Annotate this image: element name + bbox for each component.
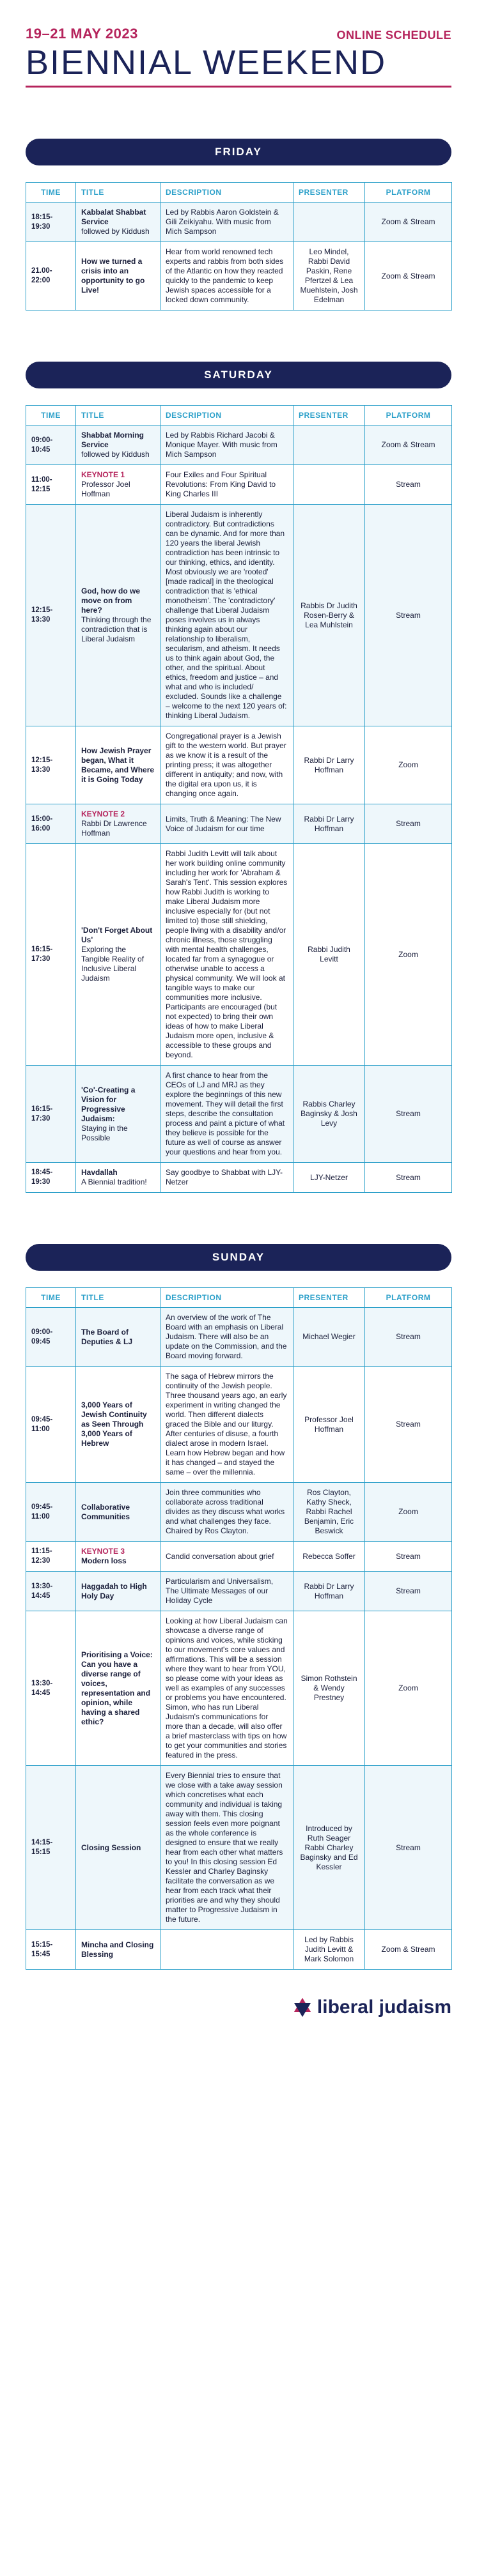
session-title: God, how do we move on from here?	[81, 586, 140, 615]
session-title-cell	[76, 1308, 160, 1367]
session-title: 3,000 Years of Jewish Continuity as Seen Through 3,000 Years of Hebrew	[81, 1400, 147, 1448]
session-presenter	[293, 425, 365, 465]
session-presenter: Rabbis Dr Judith Rosen-Berry & Lea Muhlstein	[293, 505, 365, 726]
session-title: Prioritising a Voice: Can you have a diverse range of voices, representation and opinion, while having a shared ethic?	[81, 1650, 153, 1726]
column-header-presenter: PRESENTER	[293, 1288, 365, 1308]
session-description: Led by Rabbis Aaron Goldstein & Gili Zeikiyahu. With music from Mich Sampson	[160, 203, 293, 242]
session-title: Closing Session	[81, 1843, 141, 1852]
session-presenter: LJY-Netzer	[293, 1163, 365, 1193]
session-platform: Zoom	[365, 726, 452, 804]
session-description: A first chance to hear from the CEOs of LJ and MRJ as they explore the beginnings of this new movement. They will detail the first steps, describe the consultation process and paint a picture of what they believe is possible for the future as well of course as answer your questions and hear from you.	[160, 1066, 293, 1163]
session-time: 18:45-19:30	[26, 1163, 76, 1193]
keynote-label: KEYNOTE 1	[81, 470, 125, 479]
event-dates: 19–21 MAY 2023	[26, 26, 138, 42]
session-title-cell	[76, 242, 160, 310]
session-presenter: Professor Joel Hoffman	[293, 1367, 365, 1483]
session-time: 12:15-13:30	[26, 505, 76, 726]
table-row	[26, 1611, 452, 1766]
session-presenter: Ros Clayton, Kathy Sheck, Rabbi Rachel Benjamin, Eric Beswick	[293, 1483, 365, 1542]
session-subtitle: Professor Joel Hoffman	[81, 480, 130, 498]
session-time: 16:15-17:30	[26, 1066, 76, 1163]
table-row	[26, 1930, 452, 1970]
session-title-cell	[76, 844, 160, 1066]
keynote-label: KEYNOTE 3	[81, 1547, 125, 1556]
header-top-line	[26, 26, 451, 42]
table-row	[26, 1163, 452, 1193]
column-header-time: TIME	[26, 1288, 76, 1308]
day-heading: FRIDAY	[26, 139, 451, 165]
session-description: Join three communities who collaborate across traditional divides as they discuss what works and what challenges they face. Chaired by Ros Clayton.	[160, 1483, 293, 1542]
table-row	[26, 1066, 452, 1163]
session-platform: Stream	[365, 1163, 452, 1193]
column-header-platform: PLATFORM	[365, 183, 452, 203]
session-time: 15:15-15:45	[26, 1930, 76, 1970]
table-header-row	[26, 406, 452, 425]
keynote-label: KEYNOTE 2	[81, 809, 125, 818]
table-row	[26, 1542, 452, 1572]
session-time: 13:30-14:45	[26, 1572, 76, 1611]
session-title-cell	[76, 1766, 160, 1930]
session-description: Every Biennial tries to ensure that we close with a take away session which concretises what each community and individual is taking away with them. This closing session feels even more poignant as the whole conference is designed to ensure that we really hear from each other what matters to you! In this closing session Ed Kessler and Charley Baginsky facilitate the conversation as we hear from each track what their priorities are and why they should matter to Progressive Judaism in the future.	[160, 1766, 293, 1930]
session-platform: Zoom & Stream	[365, 242, 452, 310]
table-header-row	[26, 183, 452, 203]
session-platform: Stream	[365, 804, 452, 844]
session-time: 11:00-12:15	[26, 465, 76, 505]
schedule-table	[26, 182, 452, 310]
session-time: 09:00-09:45	[26, 1308, 76, 1367]
session-title-cell	[76, 1542, 160, 1572]
column-header-platform: PLATFORM	[365, 1288, 452, 1308]
table-row	[26, 1367, 452, 1483]
session-subtitle: Rabbi Dr Lawrence Hoffman	[81, 819, 147, 838]
session-platform: Stream	[365, 1572, 452, 1611]
session-presenter: Rebecca Soffer	[293, 1542, 365, 1572]
session-presenter: Introduced by Ruth Seager Rabbi Charley Baginsky and Ed Kessler	[293, 1766, 365, 1930]
header-divider	[26, 86, 451, 88]
schedule-table	[26, 1287, 452, 1970]
session-platform: Stream	[365, 1066, 452, 1163]
table-row	[26, 1766, 452, 1930]
session-title-cell	[76, 505, 160, 726]
session-title: 'Co'-Creating a Vision for Progressive Judaism:	[81, 1085, 136, 1123]
session-subtitle: followed by Kiddush	[81, 227, 150, 236]
session-subtitle: Staying in the Possible	[81, 1123, 128, 1142]
session-platform: Stream	[365, 465, 452, 505]
session-title: How we turned a crisis into an opportunity to go Live!	[81, 257, 145, 295]
session-subtitle: followed by Kiddush	[81, 450, 150, 459]
column-header-title: TITLE	[76, 406, 160, 425]
day-section-saturday	[26, 362, 451, 1193]
session-description: Congregational prayer is a Jewish gift to the western world. But prayer as we know it is a result of the printing press; it was altogether different in antiquity; and now, with the digital era upon us, it is changing once again.	[160, 726, 293, 804]
session-title-cell	[76, 425, 160, 465]
session-title: 'Don't Forget About Us'	[81, 926, 153, 944]
table-row	[26, 203, 452, 242]
session-presenter	[293, 203, 365, 242]
table-row	[26, 425, 452, 465]
session-title-cell	[76, 1611, 160, 1766]
session-title-cell	[76, 1066, 160, 1163]
column-header-time: TIME	[26, 183, 76, 203]
session-subtitle: Thinking through the contradiction that is Liberal Judaism	[81, 615, 152, 643]
day-section-friday	[26, 139, 451, 310]
schedule-table	[26, 405, 452, 1193]
session-time: 09:00-10:45	[26, 425, 76, 465]
session-time: 13:30-14:45	[26, 1611, 76, 1766]
session-presenter: Rabbi Dr Larry Hoffman	[293, 804, 365, 844]
day-heading: SATURDAY	[26, 362, 451, 388]
day-heading: SUNDAY	[26, 1244, 451, 1271]
session-description: Hear from world renowned tech experts and rabbis from both sides of the Atlantic on how they reacted quickly to the pandemic to keep Jewish spaces accessible for a locked down community.	[160, 242, 293, 310]
session-title-cell	[76, 1163, 160, 1193]
table-row	[26, 844, 452, 1066]
session-description: Candid conversation about grief	[160, 1542, 293, 1572]
session-description: Liberal Judaism is inherently contradictory. But contradictions can be dynamic. And for more than 120 years the liberal Jewish contradiction has been intrinsic to our thinking, ethics, and identity. Most obviously we are 'rooted' [made radical] in the theological contradiction that is 'ethical monotheism'. The 'contradictory' challenge that Liberal Judaism poses involves us in always thinking again about our relationship to liberalism, secularism, and atheism. It needs us to think again about God, the other, and the spiritual. About ethics, freedom and justice – and what and who is included/ excluded. Sounds like a challenge – welcome to the next 120 years of: thinking Liberal Judaism.	[160, 505, 293, 726]
table-row	[26, 726, 452, 804]
session-description: Rabbi Judith Levitt will talk about her work building online community including her work for 'Abraham & Sarah's Tent'. This session explores how Rabbi Judith is working to make Liberal Judaism more inclusive especially for (but not limited to) those still shielding, people living with a disability and/or chronic illness, those struggling with mental health challenges, located far from a synagogue or otherwise unable to access a physical community. We will look at tangible ways to make our communities more inclusive. Participants are encouraged (but not expected) to bring their own ideas of how to make Liberal Judaism more open, inclusive & accessible to these groups and beyond.	[160, 844, 293, 1066]
session-presenter: Rabbi Dr Larry Hoffman	[293, 1572, 365, 1611]
column-header-title: TITLE	[76, 1288, 160, 1308]
session-platform: Stream	[365, 1542, 452, 1572]
star-of-david-icon	[292, 1995, 313, 2020]
table-header-row	[26, 1288, 452, 1308]
session-subtitle: A Biennial tradition!	[81, 1177, 147, 1186]
session-platform: Stream	[365, 1308, 452, 1367]
session-title: Haggadah to High Holy Day	[81, 1581, 147, 1600]
session-presenter: Leo Mindel, Rabbi David Paskin, Rene Pfertzel & Lea Muehlstein, Josh Edelman	[293, 242, 365, 310]
footer	[26, 1995, 451, 2026]
session-platform: Stream	[365, 505, 452, 726]
logo-text: liberal judaism	[317, 1997, 451, 2018]
session-presenter	[293, 465, 365, 505]
column-header-time: TIME	[26, 406, 76, 425]
table-row	[26, 1483, 452, 1542]
session-time: 21.00-22:00	[26, 242, 76, 310]
schedule-days	[26, 139, 451, 1970]
header	[26, 0, 451, 88]
session-platform: Zoom	[365, 1611, 452, 1766]
session-presenter: Led by Rabbis Judith Levitt & Mark Solomon	[293, 1930, 365, 1970]
session-title-cell	[76, 1367, 160, 1483]
session-description: An overview of the work of The Board with an emphasis on Liberal Judaism. There will also be an update on the Commission, and the Board moving forward.	[160, 1308, 293, 1367]
session-title-cell	[76, 465, 160, 505]
session-platform: Zoom & Stream	[365, 1930, 452, 1970]
online-schedule-label: ONLINE SCHEDULE	[336, 29, 451, 42]
session-time: 14:15-15:15	[26, 1766, 76, 1930]
session-description: Limits, Truth & Meaning: The New Voice of Judaism for our time	[160, 804, 293, 844]
table-row	[26, 465, 452, 505]
session-time: 12:15-13:30	[26, 726, 76, 804]
session-description	[160, 1930, 293, 1970]
page-title: BIENNIAL WEEKEND	[26, 43, 387, 82]
day-section-sunday	[26, 1244, 451, 1970]
session-platform: Zoom & Stream	[365, 425, 452, 465]
session-platform: Zoom & Stream	[365, 203, 452, 242]
session-presenter: Michael Wegier	[293, 1308, 365, 1367]
liberal-judaism-logo	[292, 1995, 451, 2020]
session-title: Modern loss	[81, 1556, 127, 1565]
table-row	[26, 1308, 452, 1367]
column-header-presenter: PRESENTER	[293, 183, 365, 203]
column-header-description: DESCRIPTION	[160, 1288, 293, 1308]
session-title: Kabbalat Shabbat Service	[81, 208, 146, 226]
session-title-cell	[76, 804, 160, 844]
session-title: Collaborative Communities	[81, 1502, 130, 1521]
session-presenter: Simon Rothstein & Wendy Prestney	[293, 1611, 365, 1766]
session-time: 18:15-19:30	[26, 203, 76, 242]
session-description: Looking at how Liberal Judaism can showcase a diverse range of opinions and voices, while sticking to our movement's core values and affirmations. This will be a session where they want to hear from YOU, so please come with your ideas as well as examples of any successes or problems you have encountered. Simon, who has run Liberal Judaism's communications for more than a decade, will also offer a brief masterclass with tips on how to get your communities and stories featured in the press.	[160, 1611, 293, 1766]
session-title-cell	[76, 1483, 160, 1542]
session-time: 15:00-16:00	[26, 804, 76, 844]
session-presenter: Rabbis Charley Baginsky & Josh Levy	[293, 1066, 365, 1163]
session-description: The saga of Hebrew mirrors the continuity of the Jewish people. Three thousand years ago, an early experiment in writing changed the world. Then different dialects graced the Bible and our liturgy. After centuries of disuse, a fourth dialect arose in modern Israel. Learn how Hebrew began and how it has changed – and stayed the same – over the millennia.	[160, 1367, 293, 1483]
session-subtitle: Exploring the Tangible Reality of Inclusive Liberal Judaism	[81, 945, 145, 983]
column-header-title: TITLE	[76, 183, 160, 203]
session-title-cell	[76, 1930, 160, 1970]
session-presenter: Rabbi Judith Levitt	[293, 844, 365, 1066]
session-title: Shabbat Morning Service	[81, 431, 144, 449]
table-row	[26, 242, 452, 310]
session-title-cell	[76, 1572, 160, 1611]
column-header-description: DESCRIPTION	[160, 406, 293, 425]
session-title: The Board of Deputies & LJ	[81, 1327, 133, 1346]
session-platform: Stream	[365, 1367, 452, 1483]
table-row	[26, 804, 452, 844]
session-description: Four Exiles and Four Spiritual Revolutions: From King David to King Charles III	[160, 465, 293, 505]
session-presenter: Rabbi Dr Larry Hoffman	[293, 726, 365, 804]
session-time: 16:15-17:30	[26, 844, 76, 1066]
table-row	[26, 505, 452, 726]
session-time: 11:15-12:30	[26, 1542, 76, 1572]
session-title-cell	[76, 203, 160, 242]
column-header-description: DESCRIPTION	[160, 183, 293, 203]
session-description: Say goodbye to Shabbat with LJY-Netzer	[160, 1163, 293, 1193]
session-platform: Zoom	[365, 844, 452, 1066]
session-description: Led by Rabbis Richard Jacobi & Monique Mayer. With music from Mich Sampson	[160, 425, 293, 465]
session-platform: Zoom	[365, 1483, 452, 1542]
session-description: Particularism and Universalism, The Ultimate Messages of our Holiday Cycle	[160, 1572, 293, 1611]
table-row	[26, 1572, 452, 1611]
session-title-cell	[76, 726, 160, 804]
session-title: Havdallah	[81, 1168, 118, 1177]
session-time: 09:45-11:00	[26, 1483, 76, 1542]
session-platform: Stream	[365, 1766, 452, 1930]
session-time: 09:45-11:00	[26, 1367, 76, 1483]
column-header-presenter: PRESENTER	[293, 406, 365, 425]
column-header-platform: PLATFORM	[365, 406, 452, 425]
session-title: Mincha and Closing Blessing	[81, 1940, 154, 1959]
session-title: How Jewish Prayer began, What it Became, and Where it is Going Today	[81, 746, 155, 784]
